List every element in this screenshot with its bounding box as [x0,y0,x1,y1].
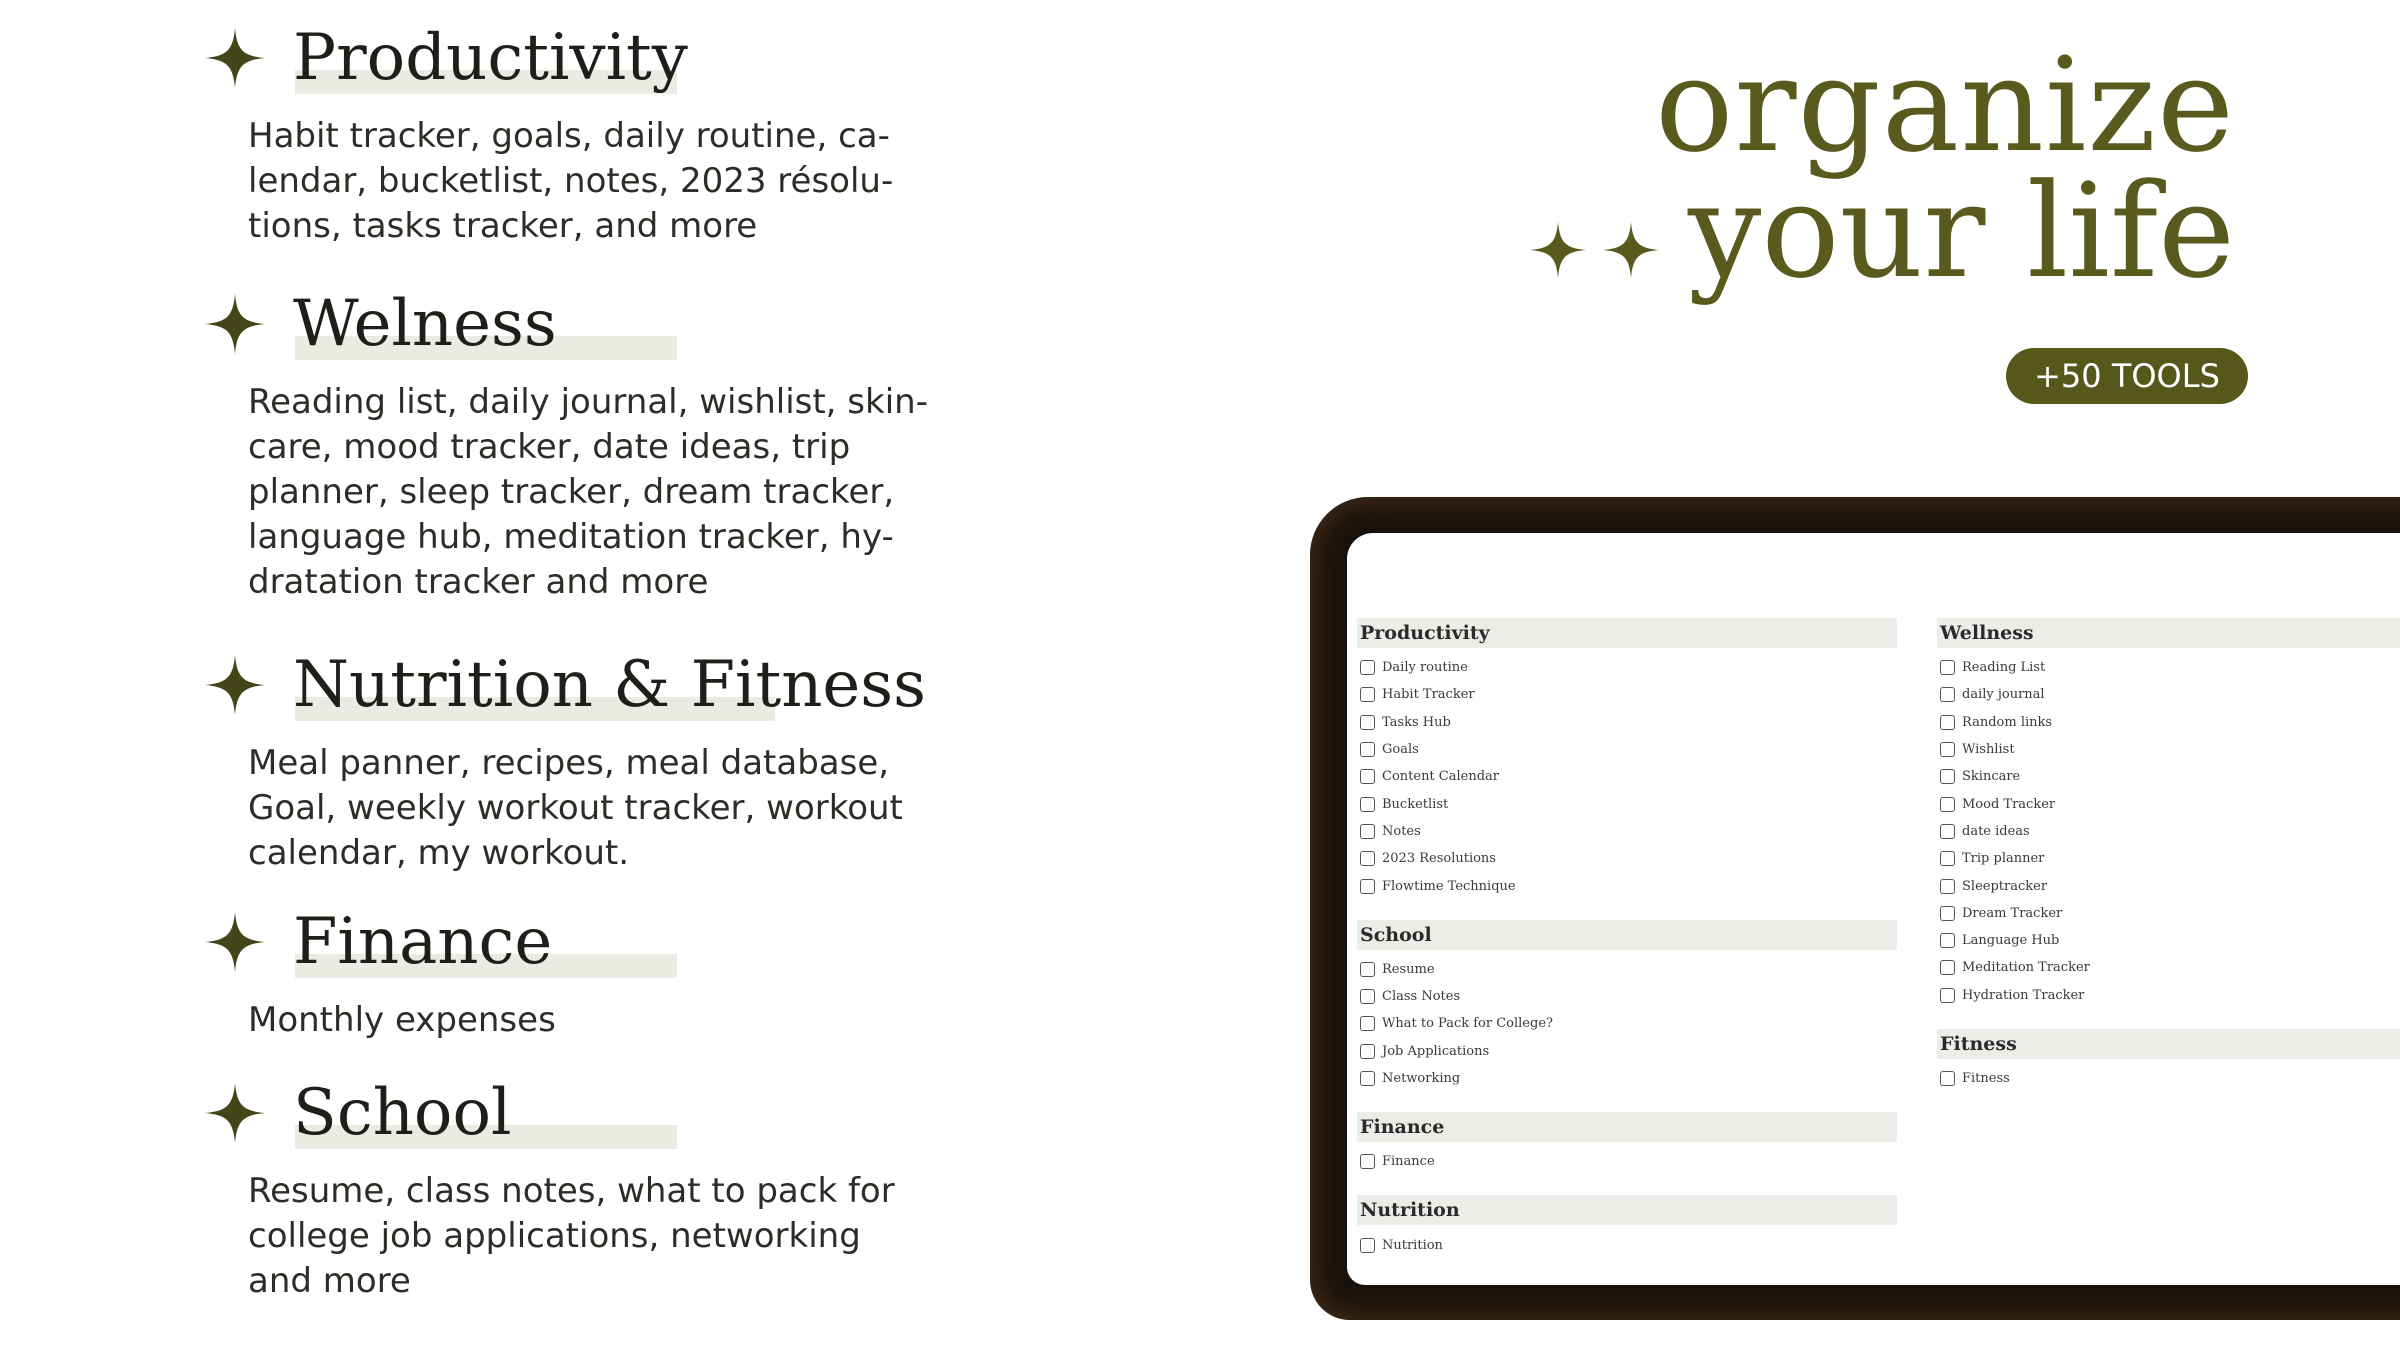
section-title: Nutrition & Fitness [293,648,926,722]
notebook-link-label: What to Pack for College? [1382,1016,1553,1032]
notebook-link[interactable] [1937,818,2400,845]
notebook-link-label: Trip planner [1962,851,2045,867]
notebook-link-label: Habit Tracker [1382,687,1475,703]
page-icon [1940,988,1955,1003]
notebook-link[interactable] [1357,872,1897,899]
page-icon [1360,769,1375,784]
page-icon [1360,660,1375,675]
notebook-group-nutrition [1357,1195,1897,1258]
section-description: Habit tracker, goals, daily routine, ca- lendar, bucketlist, notes, 2023 résolu- tions, tasks tracker, and more [248,116,894,246]
notebook-group-heading: Finance [1357,1112,1897,1142]
page-icon [1940,660,1955,675]
notebook-column-right [1937,618,2400,1112]
sparkle-star-icon [205,912,265,972]
notebook-group-wellness [1937,618,2400,1009]
page-icon [1940,933,1955,948]
section-finance [205,902,965,1040]
page-icon [1940,851,1955,866]
tablet-screen [1347,533,2400,1285]
page-icon [1360,1071,1375,1086]
section-welness [205,284,965,602]
notebook-link[interactable] [1357,1231,1897,1258]
notebook-link[interactable] [1357,654,1897,681]
page-icon [1360,715,1375,730]
headline [1655,29,2235,307]
sparkle-star-icon [205,294,265,354]
page-icon [1940,769,1955,784]
notebook-link[interactable] [1357,845,1897,872]
page-icon [1940,715,1955,730]
notebook-group-fitness [1937,1029,2400,1092]
notebook-group-finance [1357,1112,1897,1175]
notebook-group-school [1357,920,1897,1092]
page-icon [1360,1238,1375,1253]
notebook-link-label: Reading List [1962,660,2046,676]
sparkle-star-icon [1603,222,1659,278]
notebook-link-label: 2023 Resolutions [1382,851,1496,867]
notebook-link[interactable] [1937,872,2400,899]
notebook-link[interactable] [1357,818,1897,845]
page-icon [1940,1071,1955,1086]
sparkle-star-icon [205,655,265,715]
notebook-link[interactable] [1937,900,2400,927]
headline-line2: your life [1687,155,2235,307]
notebook-link-label: date ideas [1962,823,2030,839]
notebook-link[interactable] [1937,736,2400,763]
notebook-link[interactable] [1937,1065,2400,1092]
section-header [205,284,965,364]
notebook-group-heading: School [1357,920,1897,950]
notebook-link-label: Fitness [1962,1071,2010,1086]
section-title: Welness [293,287,557,361]
notebook-link[interactable] [1357,681,1897,708]
section-header [205,645,965,725]
notebook-link-list [1357,1231,1897,1258]
page-icon [1360,1154,1375,1169]
page-icon [1940,960,1955,975]
notebook-link-label: Meditation Tracker [1962,960,2090,976]
section-description: Reading list, daily journal, wishlist, skin- care, mood tracker, date ideas, trip planner, sleep tracker, dream tracker, language hub, meditation tracker, hy- dratation tracker and more [248,382,928,602]
section-header [205,1073,965,1153]
notebook-link[interactable] [1357,983,1897,1010]
page-icon [1360,989,1375,1004]
notebook-link-label: Hydration Tracker [1962,987,2085,1003]
notebook-link[interactable] [1357,1010,1897,1037]
notebook-link-label: Flowtime Technique [1382,878,1516,894]
notebook-link-label: Dream Tracker [1962,905,2063,921]
notebook-link-label: Resume [1382,961,1435,977]
feature-list [0,0,1000,1350]
notebook-link-list [1357,956,1897,1092]
notebook-link[interactable] [1357,709,1897,736]
notebook-link[interactable] [1357,736,1897,763]
notebook-link-label: Mood Tracker [1962,796,2056,812]
notebook-link[interactable] [1357,1065,1897,1092]
notebook-link-list [1357,1148,1897,1175]
section-school [205,1073,965,1301]
notebook-group-heading: Productivity [1357,618,1897,648]
notebook-link[interactable] [1937,845,2400,872]
notebook-link-label: Daily routine [1382,660,1468,676]
section-title: School [293,1076,512,1150]
notebook-group-heading: Wellness [1937,618,2400,648]
notebook-link[interactable] [1937,763,2400,790]
notebook-link-label: daily journal [1962,687,2045,703]
notebook-link[interactable] [1937,954,2400,981]
notebook-link-label: Notes [1382,823,1421,839]
section-nutrition-fitness [205,645,965,873]
notebook-link-label: Finance [1382,1154,1435,1170]
page-icon [1360,851,1375,866]
page-icon [1360,824,1375,839]
notebook-link-label: Tasks Hub [1382,714,1451,730]
notebook-link-label: Sleeptracker [1962,878,2048,894]
page-icon [1940,824,1955,839]
page-icon [1360,1016,1375,1031]
notebook-link[interactable] [1937,681,2400,708]
page-icon [1360,742,1375,757]
notebook-group-heading: Fitness [1937,1029,2400,1059]
notebook-group-heading: Nutrition [1357,1195,1897,1225]
notebook-group-productivity [1357,618,1897,900]
notebook-link-label: Bucketlist [1382,796,1449,812]
section-header [205,902,965,982]
sparkle-star-icon [205,1083,265,1143]
notebook-link-label: Class Notes [1382,989,1461,1005]
page-icon [1940,906,1955,921]
page-icon [1360,687,1375,702]
notebook-link[interactable] [1937,927,2400,954]
section-description: Monthly expenses [248,1000,556,1040]
notebook-link[interactable] [1937,654,2400,681]
section-title: Productivity [293,21,688,95]
sparkle-star-icon [205,28,265,88]
section-description: Resume, class notes, what to pack for college job applications, networking and more [248,1171,895,1301]
sparkle-star-icon [1530,222,1586,278]
notebook-link-label: Wishlist [1962,742,2015,758]
notebook-link[interactable] [1357,1038,1897,1065]
page-icon [1360,797,1375,812]
section-title: Finance [293,905,553,979]
notebook-link-label: Skincare [1962,769,2021,785]
decorative-stars [1530,222,1671,282]
section-header [205,18,965,98]
notebook-link-label: Language Hub [1962,933,2060,949]
notebook-link-label: Random links [1962,714,2053,730]
notebook-link-label: Nutrition [1382,1237,1443,1253]
notebook-link[interactable] [1937,709,2400,736]
section-description: Meal panner, recipes, meal database, Goal, weekly workout tracker, workout calendar, my workout. [248,743,903,873]
notebook-link-list [1357,654,1897,900]
page-icon [1360,879,1375,894]
tools-count-badge: +50 TOOLS [2006,348,2248,404]
notebook-link-label: Goals [1382,742,1419,758]
notebook-link-label: Content Calendar [1382,769,1499,785]
page-icon [1940,879,1955,894]
notebook-link-label: Job Applications [1382,1043,1490,1059]
notebook-link[interactable] [1937,790,2400,817]
headline-line1: organize [1655,29,2235,181]
notebook-column-left [1357,618,1897,1279]
notebook-link[interactable] [1357,956,1897,983]
notebook-link[interactable] [1357,1148,1897,1175]
tablet-device [1310,497,2400,1320]
section-productivity [205,18,965,246]
notebook-link-list [1937,654,2400,1009]
notebook-link[interactable] [1937,982,2400,1009]
page-icon [1940,742,1955,757]
page-icon [1360,962,1375,977]
page-icon [1940,687,1955,702]
notebook-link[interactable] [1357,763,1897,790]
notebook-link[interactable] [1357,790,1897,817]
page-icon [1940,797,1955,812]
notebook-link-list [1937,1065,2400,1092]
page-icon [1360,1044,1375,1059]
notebook-link-label: Networking [1382,1071,1461,1086]
